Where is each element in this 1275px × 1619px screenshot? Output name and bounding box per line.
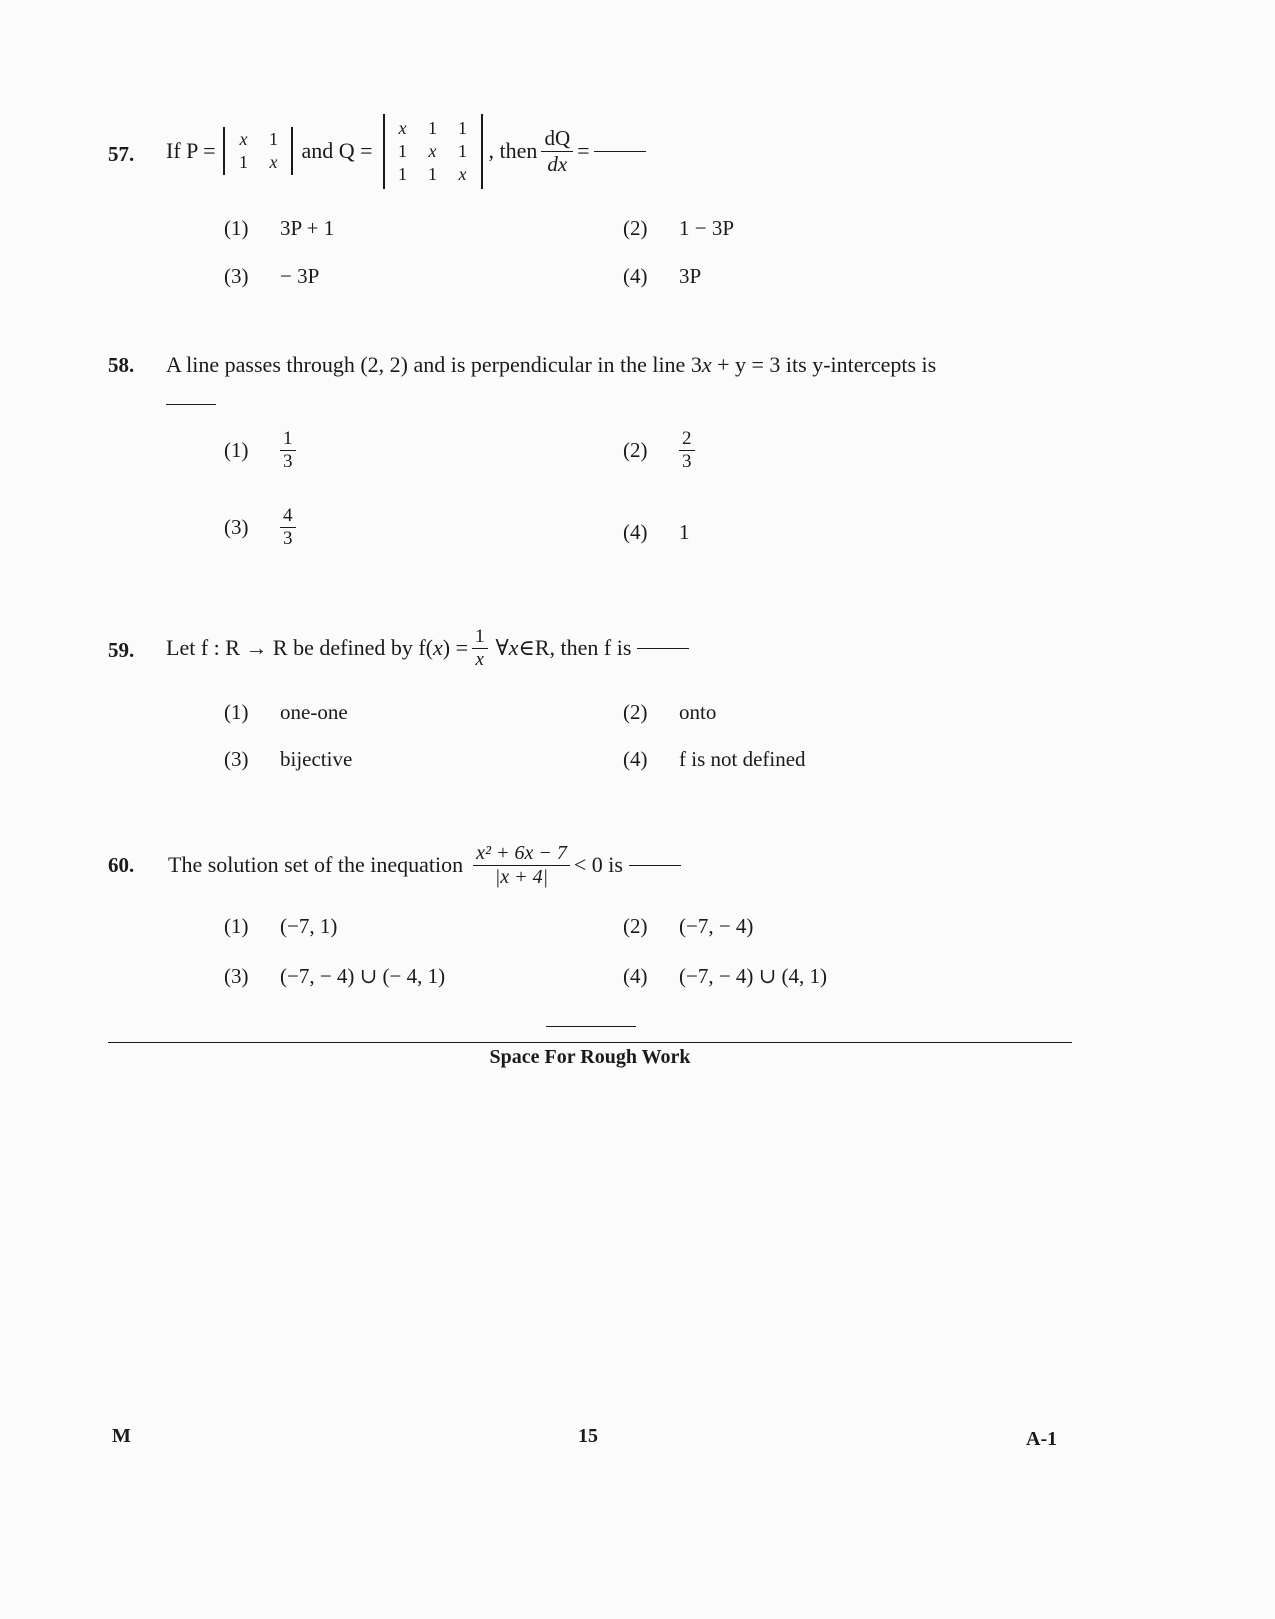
det-q-cell: 1: [398, 140, 408, 161]
option-number: (1): [224, 437, 249, 462]
option-number: (3): [224, 514, 249, 539]
option-text: onto: [679, 700, 717, 724]
q58-option-1[interactable]: [224, 428, 296, 473]
question-number-57: 57.: [108, 142, 135, 166]
option-text: − 3P: [280, 264, 320, 288]
q60-text: The solution set of the inequation: [168, 852, 464, 877]
fraction-numerator: x² + 6x − 7: [473, 842, 570, 866]
option-number: (1): [224, 700, 249, 724]
det-p-cell: 1: [268, 129, 278, 149]
q60-option-1[interactable]: [224, 914, 337, 939]
fraction-denominator: |x + 4|: [494, 865, 549, 888]
q58-text: + y = 3 its y-intercepts is: [711, 352, 937, 377]
option-text: 1 − 3P: [679, 216, 735, 240]
q57-option-4[interactable]: [623, 264, 701, 289]
option-number: (4): [623, 520, 648, 544]
option-number: (3): [224, 747, 249, 771]
q60-option-4[interactable]: [623, 964, 827, 989]
det-p-cell: 1: [238, 152, 248, 172]
option-number: (2): [623, 437, 648, 462]
question-number-58: 58.: [108, 353, 135, 377]
q59-forall: ∀: [495, 635, 509, 660]
option-number: (4): [623, 264, 648, 288]
fraction-numerator: 4: [280, 505, 296, 528]
fraction-numerator: 1: [280, 428, 296, 451]
q60-option-2[interactable]: [623, 914, 753, 939]
q57-option-3[interactable]: [224, 264, 319, 289]
option-text: bijective: [280, 747, 353, 771]
q57-option-2[interactable]: [623, 216, 734, 241]
q59-text: ) =: [442, 635, 468, 660]
q60-fraction: [473, 842, 570, 889]
q60-option-3[interactable]: [224, 964, 445, 989]
q58-option-4[interactable]: [623, 520, 690, 545]
fraction-denominator: 3: [682, 450, 692, 472]
page-number: 15: [578, 1425, 598, 1447]
q59-option-4[interactable]: [623, 747, 806, 772]
q57-if-p: If P =: [166, 138, 216, 163]
det-q-cell: x: [398, 117, 407, 138]
question-number-60: 60.: [108, 853, 135, 877]
option-number: (4): [623, 964, 648, 988]
question-59-stem: [166, 620, 689, 676]
option-number: (1): [224, 914, 249, 938]
det-q-cell: 1: [398, 163, 408, 184]
answer-blank: [166, 404, 216, 405]
option-text: (−7, 1): [280, 914, 338, 938]
option-number: (3): [224, 264, 249, 288]
option-text: 1: [679, 520, 690, 544]
q59-fraction: [472, 626, 488, 671]
end-of-section-divider: [546, 1026, 636, 1027]
option-text: 3P: [679, 264, 702, 288]
fraction-denominator: x: [475, 648, 484, 670]
option-fraction: [280, 505, 296, 550]
fraction-numerator: 1: [472, 626, 488, 649]
q58-option-2[interactable]: [623, 428, 695, 473]
q57-determinant-q: [383, 114, 483, 189]
q59-var: x: [508, 635, 519, 660]
q57-then: , then: [488, 138, 538, 163]
option-number: (2): [623, 914, 648, 938]
question-number-59: 59.: [108, 638, 135, 662]
option-text: (−7, − 4): [679, 914, 754, 938]
q57-determinant-p: [223, 127, 293, 175]
det-q-cell: 1: [428, 117, 438, 138]
q58-text: A line passes through (2, 2) and is perpendicular in the line 3: [166, 352, 702, 377]
det-q-cell: 1: [458, 140, 468, 161]
q58-var: x: [701, 352, 712, 377]
option-fraction: [280, 428, 296, 473]
det-q-cell: x: [428, 140, 437, 161]
q57-and-q: and Q =: [301, 138, 373, 163]
det-p-cell: x: [269, 152, 278, 172]
option-text: (−7, − 4) ∪ (− 4, 1): [280, 964, 446, 988]
q57-equals: =: [577, 138, 590, 163]
rough-work-heading: Space For Rough Work: [489, 1046, 691, 1068]
option-number: (2): [623, 700, 648, 724]
fraction-denominator: 3: [283, 527, 293, 549]
q59-text: Let f : R → R be defined by f(: [166, 635, 433, 660]
option-number: (4): [623, 747, 648, 771]
det-q-cell: 1: [428, 163, 438, 184]
det-p-cell: x: [239, 129, 248, 149]
q57-derivative: [541, 126, 573, 175]
question-57-stem: [166, 108, 646, 194]
det-q-cell: x: [458, 163, 467, 184]
option-text: (−7, − 4) ∪ (4, 1): [679, 964, 828, 988]
option-text: 3P + 1: [280, 216, 335, 240]
derivative-denominator: dx: [547, 151, 568, 176]
q57-option-1[interactable]: [224, 216, 334, 241]
answer-blank: [594, 151, 646, 152]
fraction-numerator: 2: [679, 428, 695, 451]
question-58-stem: [166, 352, 1070, 378]
answer-blank: [637, 648, 689, 649]
option-number: (2): [623, 216, 648, 240]
option-text: f is not defined: [679, 747, 806, 771]
option-number: (1): [224, 216, 249, 240]
q59-option-1[interactable]: [224, 700, 348, 725]
det-q-cell: 1: [458, 117, 468, 138]
q59-option-3[interactable]: [224, 747, 352, 772]
fraction-denominator: 3: [283, 450, 293, 472]
derivative-numerator: dQ: [541, 126, 573, 151]
option-fraction: [679, 428, 695, 473]
q58-option-3[interactable]: [224, 505, 296, 550]
q59-option-2[interactable]: [623, 700, 716, 725]
question-60-stem: [168, 834, 681, 896]
q60-text: < 0 is: [573, 852, 623, 877]
q59-var: x: [433, 635, 443, 660]
answer-blank: [629, 865, 681, 866]
footer-right-code: A-1: [1026, 1428, 1058, 1450]
option-number: (3): [224, 964, 249, 988]
option-text: one-one: [280, 700, 348, 724]
rough-work-divider: [108, 1042, 1072, 1043]
q59-text: ∈R, then f is: [518, 635, 632, 660]
footer-left-code: M: [112, 1425, 131, 1447]
